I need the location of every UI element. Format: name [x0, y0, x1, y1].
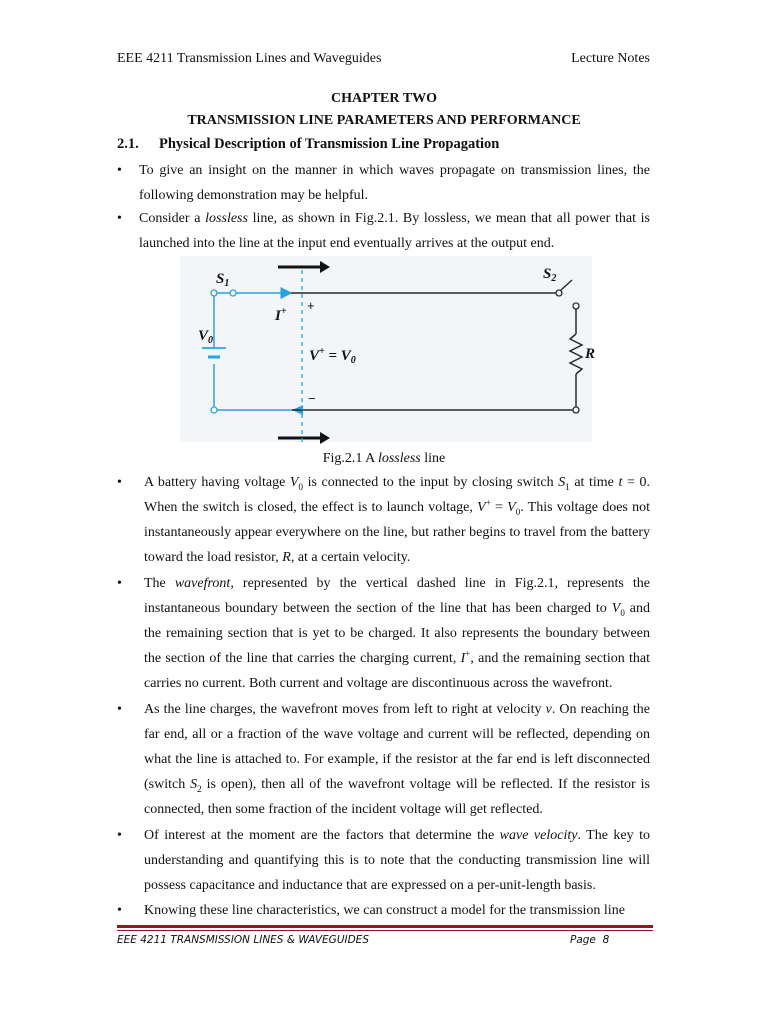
label-s2: $S_2$	[543, 266, 557, 284]
terminal-node	[211, 407, 217, 413]
footer-rule-thin	[117, 930, 653, 931]
list-item	[117, 823, 650, 898]
switch-s1-contact	[230, 290, 236, 296]
header-course-title: EEE 4211 Transmission Lines and Waveguides	[117, 51, 382, 66]
footer-page-label: Page	[570, 934, 596, 946]
section-number: 2.1.	[117, 136, 139, 152]
section-heading	[117, 136, 499, 153]
circuit-diagram	[180, 256, 596, 442]
bullet-icon: •	[117, 211, 122, 226]
lossless-line-figure	[180, 256, 596, 442]
label-s1: $S_1$	[216, 271, 230, 289]
label-minus: −	[308, 391, 316, 406]
bullet-icon: •	[117, 576, 122, 591]
chapter-label: CHAPTER TWO	[331, 91, 437, 106]
switch-s1-contact	[211, 290, 217, 296]
list-item	[117, 697, 650, 822]
list-item	[117, 571, 650, 696]
terminal-node	[573, 407, 579, 413]
bullet-text-7: Knowing these line characteristics, we can construct a model for the transmission line	[144, 903, 625, 918]
label-r: R	[585, 346, 596, 362]
list-item	[117, 898, 650, 923]
bullet-text-5: As the line charges, the wavefront moves from left to right at velocity v. On reaching the far end, all or a fraction of the wave voltage and current will be reflected, depending on what the line is attached to. For example, if the resistor at the far end is left disconnected (switch $S_2$ is open), then all of the wavefront voltage will be reflected. If the resistor is connected, then some fraction of the incident voltage will get reflected.	[144, 702, 650, 817]
bullet-text-2: Consider a lossless line, as shown in Fig.2.1. By lossless, we mean that all power that is launched into the line at the input end eventually arrives at the output end.	[139, 211, 650, 251]
label-voltage: $V^+ = V_0$	[309, 346, 356, 366]
footer-page	[570, 934, 609, 946]
footer-course-title: EEE 4211 TRANSMISSION LINES & WAVEGUIDES	[117, 934, 369, 946]
section-title: Physical Description of Transmission Line Propagation	[159, 136, 500, 152]
chapter-title: TRANSMISSION LINE PARAMETERS AND PERFORMANCE	[187, 113, 581, 128]
bullet-text-1: To give an insight on the manner in which waves propagate on transmission lines, the following demonstration may be helpful.	[139, 163, 650, 203]
figure-caption: Fig.2.1 A lossless line	[322, 451, 446, 466]
bullet-icon: •	[117, 903, 122, 918]
bullet-icon: •	[117, 163, 122, 178]
bullet-icon: •	[117, 702, 122, 717]
bullet-text-3: A battery having voltage $V_0$ is connected to the input by closing switch $S_1$ at time t = 0. When the switch is closed, the effect is to launch voltage, $V^+ = V_0$. This voltage does not instantaneously appear everywhere on the line, but rather begins to travel from the battery toward the load resistor, R, at a certain velocity.	[144, 475, 650, 565]
footer-rule	[117, 925, 653, 931]
label-current: I+	[275, 306, 287, 324]
label-v0: $V_0$	[198, 328, 214, 346]
switch-s2-contact	[573, 303, 579, 309]
figure-background	[180, 256, 592, 442]
list-item	[117, 470, 650, 570]
bullet-text-6: Of interest at the moment are the factors that determine the wave velocity. The key to understanding and quantifying this is to note that the conducting transmission line will possess capacitance and inductance that are expressed on a per-unit-length basis.	[144, 828, 651, 893]
header-lecture-notes: Lecture Notes	[571, 51, 650, 66]
list-item	[117, 206, 650, 256]
label-plus: +	[307, 298, 315, 313]
switch-s2-contact	[556, 290, 562, 296]
bullet-text-4: The wavefront, represented by the vertical dashed line in Fig.2.1, represents the instantaneous boundary between the section of the line that has been charged to $V_0$ and the remaining section that is yet to be charged. It also represents the boundary between the section of the line that carries the charging current, I+, and the remaining section that carries no current. Both current and voltage are discontinuous across the wavefront.	[144, 576, 651, 691]
list-item	[117, 158, 650, 208]
bullet-icon: •	[117, 828, 122, 843]
bullet-icon: •	[117, 475, 122, 490]
footer-page-number: 8	[602, 934, 610, 946]
footer-rule-thick	[117, 925, 653, 928]
